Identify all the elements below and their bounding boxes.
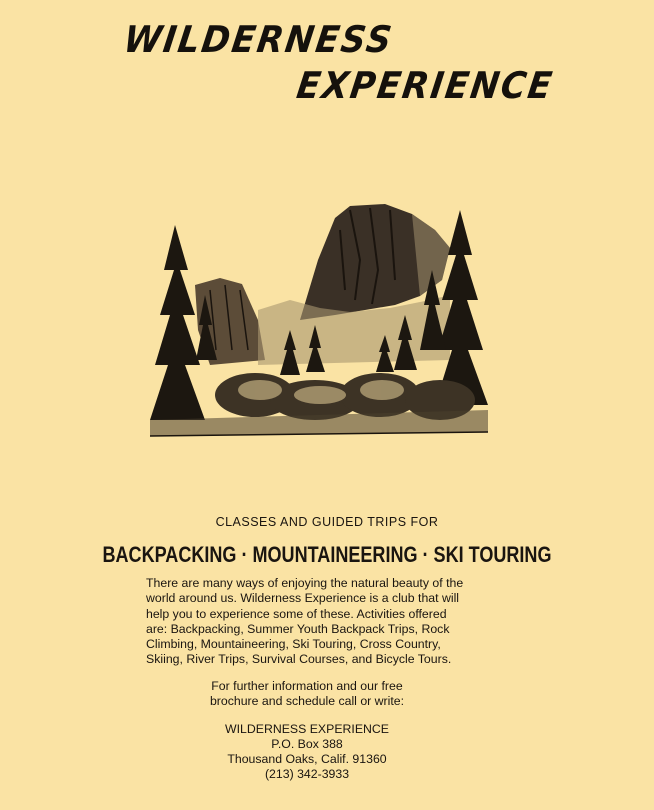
body-paragraph: [146, 576, 516, 668]
body-line: are: Backpacking, Summer Youth Backpack Trips, Rock: [146, 621, 450, 636]
body-line: Climbing, Mountaineering, Ski Touring, Cross Country,: [146, 637, 441, 652]
half-dome-illustration: [150, 200, 490, 448]
address-city: Thousand Oaks, Calif. 91360: [227, 752, 387, 766]
address-phone: (213) 342-3933: [264, 767, 350, 781]
body-line: world around us. Wilderness Experience is a club that will: [146, 591, 460, 606]
title-line-2: EXPERIENCE: [293, 64, 557, 108]
body-line: There are many ways of enjoying the natural beauty of the: [146, 576, 464, 590]
contact-address: [0, 722, 614, 782]
info-line: brochure and schedule call or write:: [209, 694, 405, 709]
subheading: CLASSES AND GUIDED TRIPS FOR: [215, 515, 439, 529]
info-paragraph: [0, 679, 614, 710]
info-line: For further information and our free: [211, 679, 403, 693]
title-line-1: WILDERNESS: [120, 18, 396, 62]
activities-line: BACKPACKING · MOUNTAINEERING · SKI TOURING: [102, 542, 552, 567]
address-name: WILDERNESS EXPERIENCE: [225, 722, 389, 736]
body-line: Skiing, River Trips, Survival Courses, and Bicycle Tours.: [146, 652, 452, 667]
body-line: help you to experience some of these. Activities offered: [146, 606, 447, 621]
address-po-box: P.O. Box 388: [271, 737, 343, 751]
